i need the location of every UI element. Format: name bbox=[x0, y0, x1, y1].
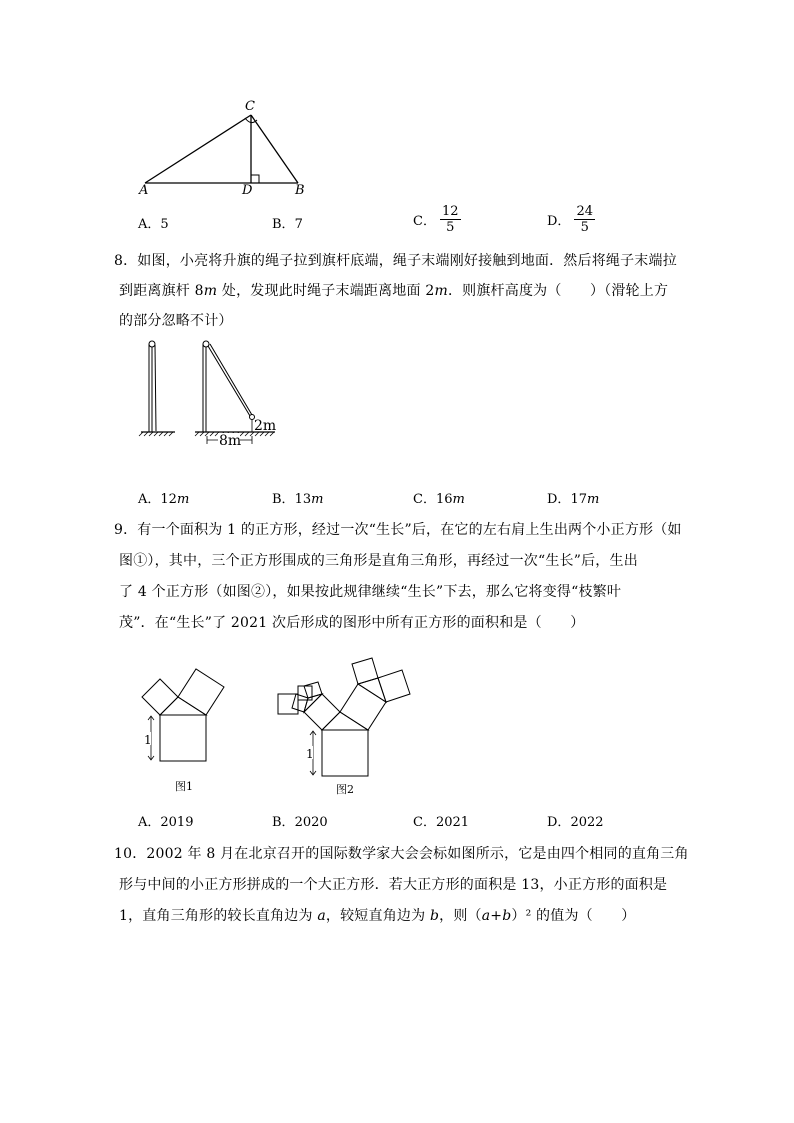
q9-line-3: 了 4 个正方形（如图②），如果按此规律继续“生长”下去，那么它将变得“枝繁叶 bbox=[119, 584, 622, 600]
label-D: D bbox=[242, 183, 253, 196]
label-2m: 2m bbox=[254, 418, 277, 434]
q9-option-c[interactable]: C．2021 bbox=[413, 815, 470, 830]
q9-figure-1 bbox=[135, 660, 225, 800]
side-label: 1 bbox=[144, 733, 152, 747]
q7-triangle-figure bbox=[135, 96, 315, 196]
q8-line-3: 的部分忽略不计） bbox=[119, 313, 233, 329]
q8-option-a[interactable]: A．12m bbox=[138, 492, 190, 507]
fraction: $\frac{12}{5}$ bbox=[441, 204, 459, 235]
caption: 图2 bbox=[336, 783, 354, 796]
q9-figure-2 bbox=[270, 640, 425, 805]
q9-option-b[interactable]: B．2020 bbox=[272, 815, 328, 830]
q10-line-1: 10．2002 年 8 月在北京召开的国际数学家大会会标如图所示，它是由四个相同的直角三角 bbox=[114, 846, 689, 862]
side-label: 1 bbox=[306, 747, 314, 761]
q7-option-d[interactable]: D． $\frac{24}{5}$ bbox=[547, 204, 593, 235]
label-A: A bbox=[139, 183, 149, 196]
q8-option-d[interactable]: D．17m bbox=[547, 492, 600, 507]
q8-line-2: 到距离旗杆 8m 处，发现此时绳子末端距离地面 2m．则旗杆高度为（ ）（滑轮上方 bbox=[119, 283, 669, 299]
q7-option-a[interactable]: A．5 bbox=[138, 217, 169, 232]
q9-option-d[interactable]: D．2022 bbox=[547, 815, 604, 830]
label-C: C bbox=[245, 99, 255, 114]
q8-option-b[interactable]: B．13m bbox=[272, 492, 324, 507]
q7-option-c[interactable]: C． $\frac{12}{5}$ bbox=[413, 204, 459, 235]
q10-line-3: 1，直角三角形的较长直角边为 a，较短直角边为 b，则（a+b）² 的值为（ ） bbox=[119, 908, 636, 924]
q8-line-1: 8．如图，小亮将升旗的绳子拉到旗杆底端，绳子末端刚好接触到地面．然后将绳子末端拉 bbox=[114, 253, 677, 269]
q10-line-2: 形与中间的小正方形拼成的一个大正方形．若大正方形的面积是 13，小正方形的面积是 bbox=[119, 877, 668, 893]
q9-line-2: 图①），其中，三个正方形围成的三角形是直角三角形，再经过一次“生长”后，生出 bbox=[119, 553, 638, 569]
label-8m: 8m bbox=[219, 433, 242, 449]
q9-line-1: 9．有一个面积为 1 的正方形，经过一次“生长”后，在它的左右肩上生出两个小正方形（如 bbox=[114, 522, 682, 538]
q9-option-a[interactable]: A．2019 bbox=[138, 815, 194, 830]
q8-option-c[interactable]: C．16m bbox=[413, 492, 465, 507]
fraction: $\frac{24}{5}$ bbox=[576, 204, 593, 235]
q7-option-b[interactable]: B．7 bbox=[272, 217, 303, 232]
q8-flagpole-figure bbox=[135, 338, 285, 450]
q9-line-4: 茂”．在“生长”了 2021 次后形成的图形中所有正方形的面积和是（ ） bbox=[119, 615, 585, 631]
caption: 图1 bbox=[175, 780, 193, 793]
label-B: B bbox=[295, 183, 305, 196]
